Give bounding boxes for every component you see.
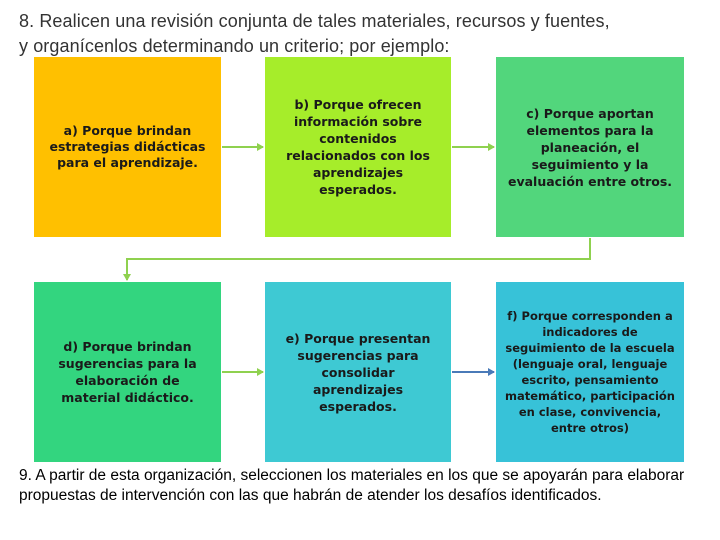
criterion-e-text: e) Porque presentan sugerencias para consolidar aprendizajes esperados.	[285, 330, 431, 414]
instruction-8-line-2: y organícenlos determinando un criterio; por ejemplo:	[19, 36, 450, 56]
criterion-f-text: f) Porque corresponden a indicadores de seguimiento de la escuela (lenguaje oral, lenguaje escrito, pensamiento matemático, participación en clase, convivencia, entre otros)	[504, 309, 675, 435]
criterion-b-text: b) Porque ofrecen información sobre contenidos relacionados con los aprendizajes esperados.	[286, 97, 430, 197]
criterion-box-a	[34, 57, 221, 237]
criterion-box-c	[496, 57, 684, 237]
arrow-c-to-d	[127, 238, 590, 280]
criterion-box-f	[496, 282, 684, 462]
criterion-box-e	[265, 282, 451, 462]
criterion-d-text: d) Porque brindan sugerencias para la elaboración de material didáctico.	[58, 339, 197, 405]
instruction-9: 9. A partir de esta organización, seleccionen los materiales en los que se apoyarán para elaborar propuestas de intervención con las que habrán de atender los desafíos identificados.	[19, 467, 685, 504]
criterion-a-text: a) Porque brindan estrategias didácticas para el aprendizaje.	[49, 123, 206, 170]
criterion-box-b	[265, 57, 451, 237]
criterion-box-d	[34, 282, 221, 462]
criterion-c-text: c) Porque aportan elementos para la planeación, el seguimiento y la evaluación entre otros.	[507, 105, 673, 189]
instruction-8-line-1: 8. Realicen una revisión conjunta de tales materiales, recursos y fuentes,	[19, 11, 610, 31]
